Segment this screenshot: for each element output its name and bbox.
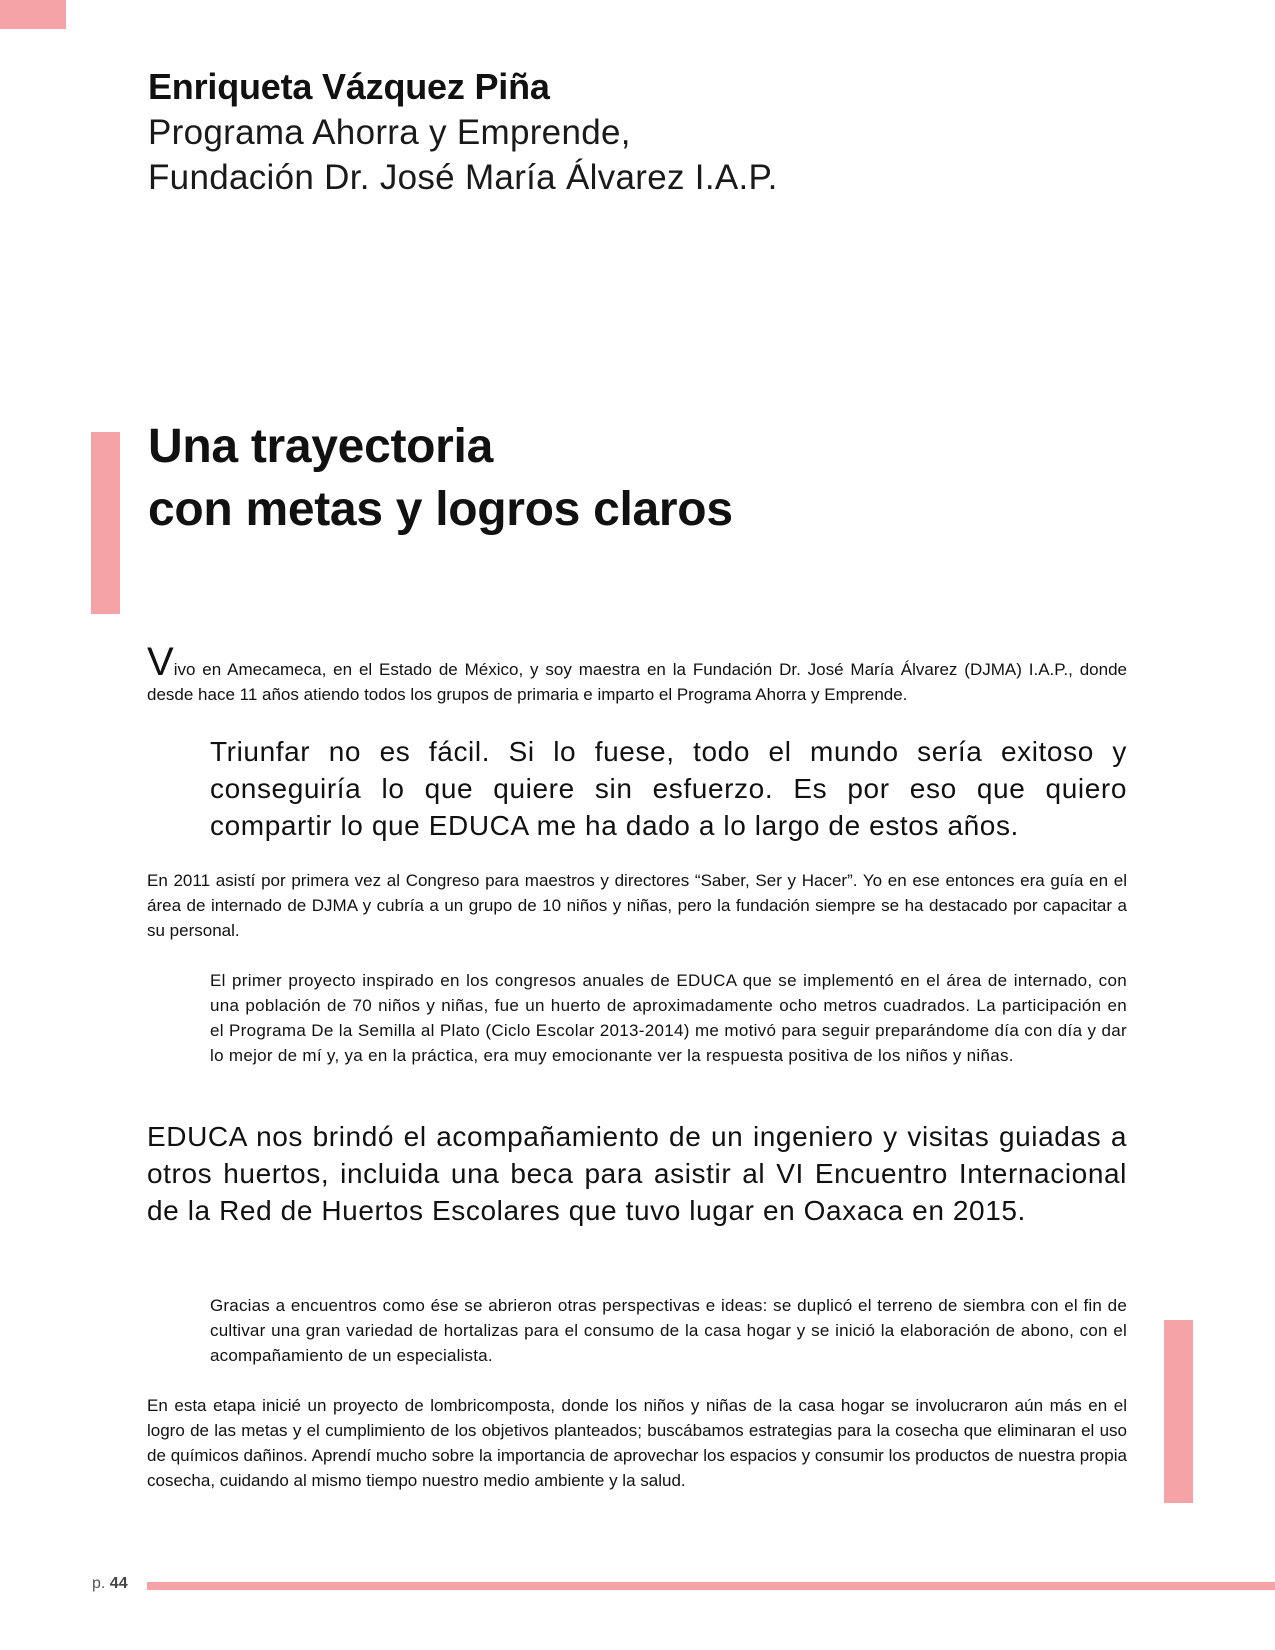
paragraph-gracias: Gracias a encuentros como ése se abrieron otras perspectivas e ideas: se duplicó el terreno de siembra con el fin de cultivar una gran variedad de hortalizas para el consumo de la casa hogar y se inició la elaboración de abono, con el acompañamiento de un especialista. <box>210 1296 1127 1365</box>
pull-quote-2: EDUCA nos brindó el acompañamiento de un ingeniero y visitas guiadas a otros huertos, incluida una beca para asistir al VI Encuentro Internacional de la Red de Huertos Escolares que tuvo lugar en Oaxaca en 2015. <box>147 1121 1127 1226</box>
author-name: Enriqueta Vázquez Piña <box>148 66 550 107</box>
page-number-value: 44 <box>109 1575 128 1592</box>
paragraph-first-project: El primer proyecto inspirado en los congresos anuales de EDUCA que se implementó en el área de internado, con una población de 70 niños y niñas, fue un huerto de aproximadamente ocho metros cuadrados. La participación en el Programa De la Semilla al Plato (Ciclo Escolar 2013-2014) me motivó para seguir preparándome día con día y dar lo mejor de mí y, ya en la práctica, era muy emocionante ver la respuesta positiva de los niños y niñas. <box>210 971 1127 1065</box>
author-block <box>148 64 1048 200</box>
page-number <box>92 1575 128 1593</box>
pull-quote-1: Triunfar no es fácil. Si lo fuese, todo el mundo sería exitoso y conseguiría lo que quiere sin esfuerzo. Es por eso que quiero compartir lo que EDUCA me ha dado a lo largo de estos años. <box>210 736 1127 841</box>
footer-rule <box>147 1582 1275 1590</box>
intro-text: ivo en Amecameca, en el Estado de México, y soy maestra en la Fundación Dr. José María Álvarez (DJMA) I.A.P., donde desde hace 11 años atiendo todos los grupos de primaria e imparto el Programa Ahorra y Emprende. <box>147 660 1127 704</box>
paragraph-lombricomposta: En esta etapa inicié un proyecto de lombricomposta, donde los niños y niñas de la casa hogar se involucraron aún más en el logro de las metas y el cumplimiento de los objetivos planteados; buscábamos estrategias para la cosecha que eliminaran el uso de químicos dañinos. Aprendí mucho sobre la importancia de aprovechar los espacios y consumir los productos de nuestra propia cosecha, cuidando al mismo tiempo nuestro medio ambiente y la salud. <box>147 1396 1127 1490</box>
author-affiliation-line-2: Fundación Dr. José María Álvarez I.A.P. <box>148 158 778 197</box>
article-title-line-2: con metas y logros claros <box>148 483 733 536</box>
paragraph-2011-congress: En 2011 asistí por primera vez al Congreso para maestros y directores “Saber, Ser y Hacer”. Yo en ese entonces era guía en el área de internado de DJMA y cubría a un grupo de 10 niños y niñas, pero la fundación siempre se ha destacado por capacitar a su personal. <box>147 871 1127 940</box>
drop-cap: V <box>147 640 174 684</box>
intro-paragraph <box>147 640 1127 707</box>
article-title <box>148 415 733 541</box>
side-accent-bar <box>1164 1320 1193 1503</box>
article-title-line-1: Una trayectoria <box>148 420 493 473</box>
page-prefix: p. <box>92 1575 106 1592</box>
title-accent-bar <box>91 432 120 614</box>
corner-accent-tab <box>0 0 66 29</box>
author-affiliation-line-1: Programa Ahorra y Emprende, <box>148 113 631 152</box>
